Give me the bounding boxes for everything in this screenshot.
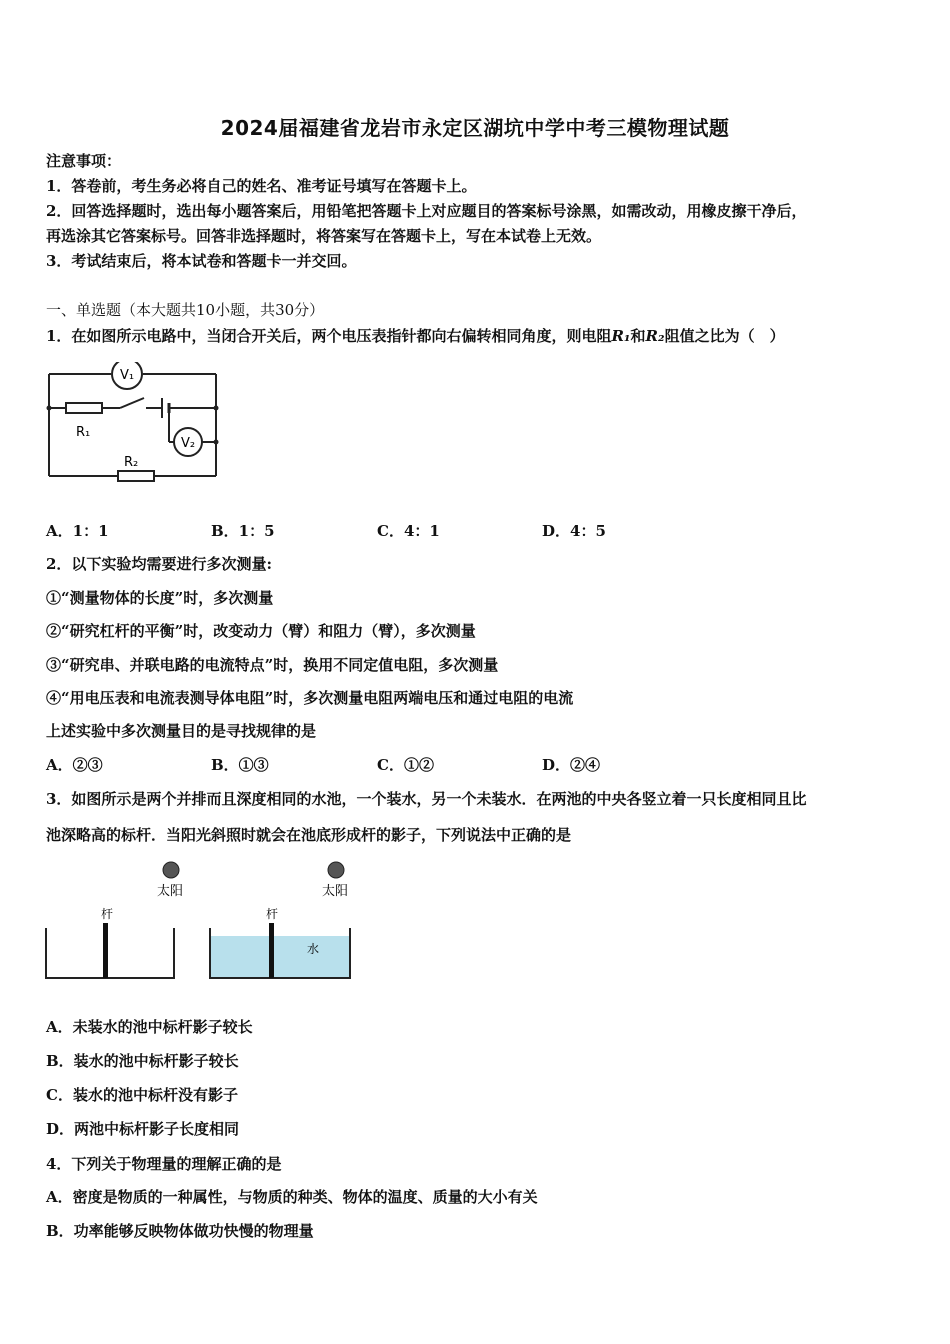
q2-item: ②“研究杠杆的平衡”时，改变动力（臂）和阻力（臂），多次测量 <box>46 622 476 640</box>
pole-water-pool <box>269 923 274 978</box>
junction-dot <box>214 440 219 445</box>
empty-pool <box>46 928 174 978</box>
v2-label: V₂ <box>180 436 196 451</box>
q1-text-pre: 1．在如图所示电路中，当闭合开关后，两个电压表指针都向右偏转相同角度，则电阻 <box>46 327 612 345</box>
pole-label: 杆 <box>100 907 114 921</box>
resistor-r1 <box>66 403 102 413</box>
q1-option-c: C．4：1 <box>377 522 440 540</box>
r2-label: R₂ <box>124 455 139 470</box>
q1-option-d: D．4：5 <box>542 522 606 540</box>
q2-option-a: A．②③ <box>46 756 103 774</box>
q3-stem-line1: 3．如图所示是两个并排而且深度相同的水池，一个装水，另一个未装水．在两池的中央各竖立着一只长度相同且比 <box>46 790 807 808</box>
notice-item: 3．考试结束后，将本试卷和答题卡一并交回。 <box>46 252 357 270</box>
q3-option-a: A．未装水的池中标杆影子较长 <box>46 1018 253 1036</box>
section-heading: 一、单选题（本大题共10小题，共30分） <box>46 301 325 319</box>
q3-stem-line2: 池深略高的标杆．当阳光斜照时就会在池底形成杆的影子，下列说法中正确的是 <box>46 826 572 844</box>
water-label: 水 <box>306 942 320 956</box>
junction-dot <box>47 406 52 411</box>
q1-text-post: 阻值之比为（ ） <box>664 327 785 345</box>
q2-item: ①“测量物体的长度”时，多次测量 <box>46 589 274 607</box>
page-title: 2024届福建省龙岩市永定区湖坑中学中考三模物理试题 <box>220 116 730 140</box>
q1-r2: R₂ <box>645 327 665 345</box>
q1-and: 和 <box>630 327 646 345</box>
q2-option-c: C．①② <box>377 756 434 774</box>
q3-option-d: D．两池中标杆影子长度相同 <box>46 1120 240 1138</box>
q1-option-b: B．1：5 <box>211 522 275 540</box>
r1-label: R₁ <box>76 425 91 440</box>
q2-option-d: D．②④ <box>542 756 601 774</box>
switch <box>120 398 144 408</box>
notice-heading: 注意事项： <box>46 152 122 170</box>
water <box>210 936 350 978</box>
v1-label: V₁ <box>119 368 135 383</box>
q2-item: ③“研究串、并联电路的电流特点”时，换用不同定值电阻，多次测量 <box>46 656 499 674</box>
q4-stem: 4．下列关于物理量的理解正确的是 <box>46 1155 282 1173</box>
notice-item: 1．答卷前，考生务必将自己的姓名、准考证号填写在答题卡上。 <box>46 177 477 195</box>
q1-stem <box>46 325 906 347</box>
q2-item: ④“用电压表和电流表测导体电阻”时，多次测量电阻两端电压和通过电阻的电流 <box>46 689 574 707</box>
q2-option-b: B．①③ <box>211 756 269 774</box>
notice-item: 2．回答选择题时，选出每小题答案后，用铅笔把答题卡上对应题目的答案标号涂黑，如需改动，用橡皮擦干净后， <box>46 202 807 220</box>
pole-empty-pool <box>103 923 108 978</box>
sun-label: 太阳 <box>156 884 184 899</box>
sun-icon <box>328 862 344 878</box>
q3-option-b: B．装水的池中标杆影子较长 <box>46 1052 239 1070</box>
q4-option-b: B．功率能够反映物体做功快慢的物理量 <box>46 1222 314 1240</box>
q3-pool-diagram <box>40 856 360 986</box>
junction-dot <box>214 406 219 411</box>
q3-option-c: C．装水的池中标杆没有影子 <box>46 1086 238 1104</box>
notice-item: 再选涂其它答案标号。回答非选择题时，将答案写在答题卡上，写在本试卷上无效。 <box>46 227 602 245</box>
q2-question: 上述实验中多次测量目的是寻找规律的是 <box>46 722 317 740</box>
q1-r1: R₁ <box>611 327 631 345</box>
q4-option-a: A．密度是物质的一种属性，与物质的种类、物体的温度、质量的大小有关 <box>46 1188 538 1206</box>
q2-stem: 2．以下实验均需要进行多次测量: <box>46 555 272 573</box>
pole-label: 杆 <box>265 907 279 921</box>
resistor-r2 <box>118 471 154 481</box>
sun-icon <box>163 862 179 878</box>
q1-option-a: A．1：1 <box>46 522 109 540</box>
sun-label: 太阳 <box>321 884 349 899</box>
q1-circuit-diagram <box>44 362 224 482</box>
